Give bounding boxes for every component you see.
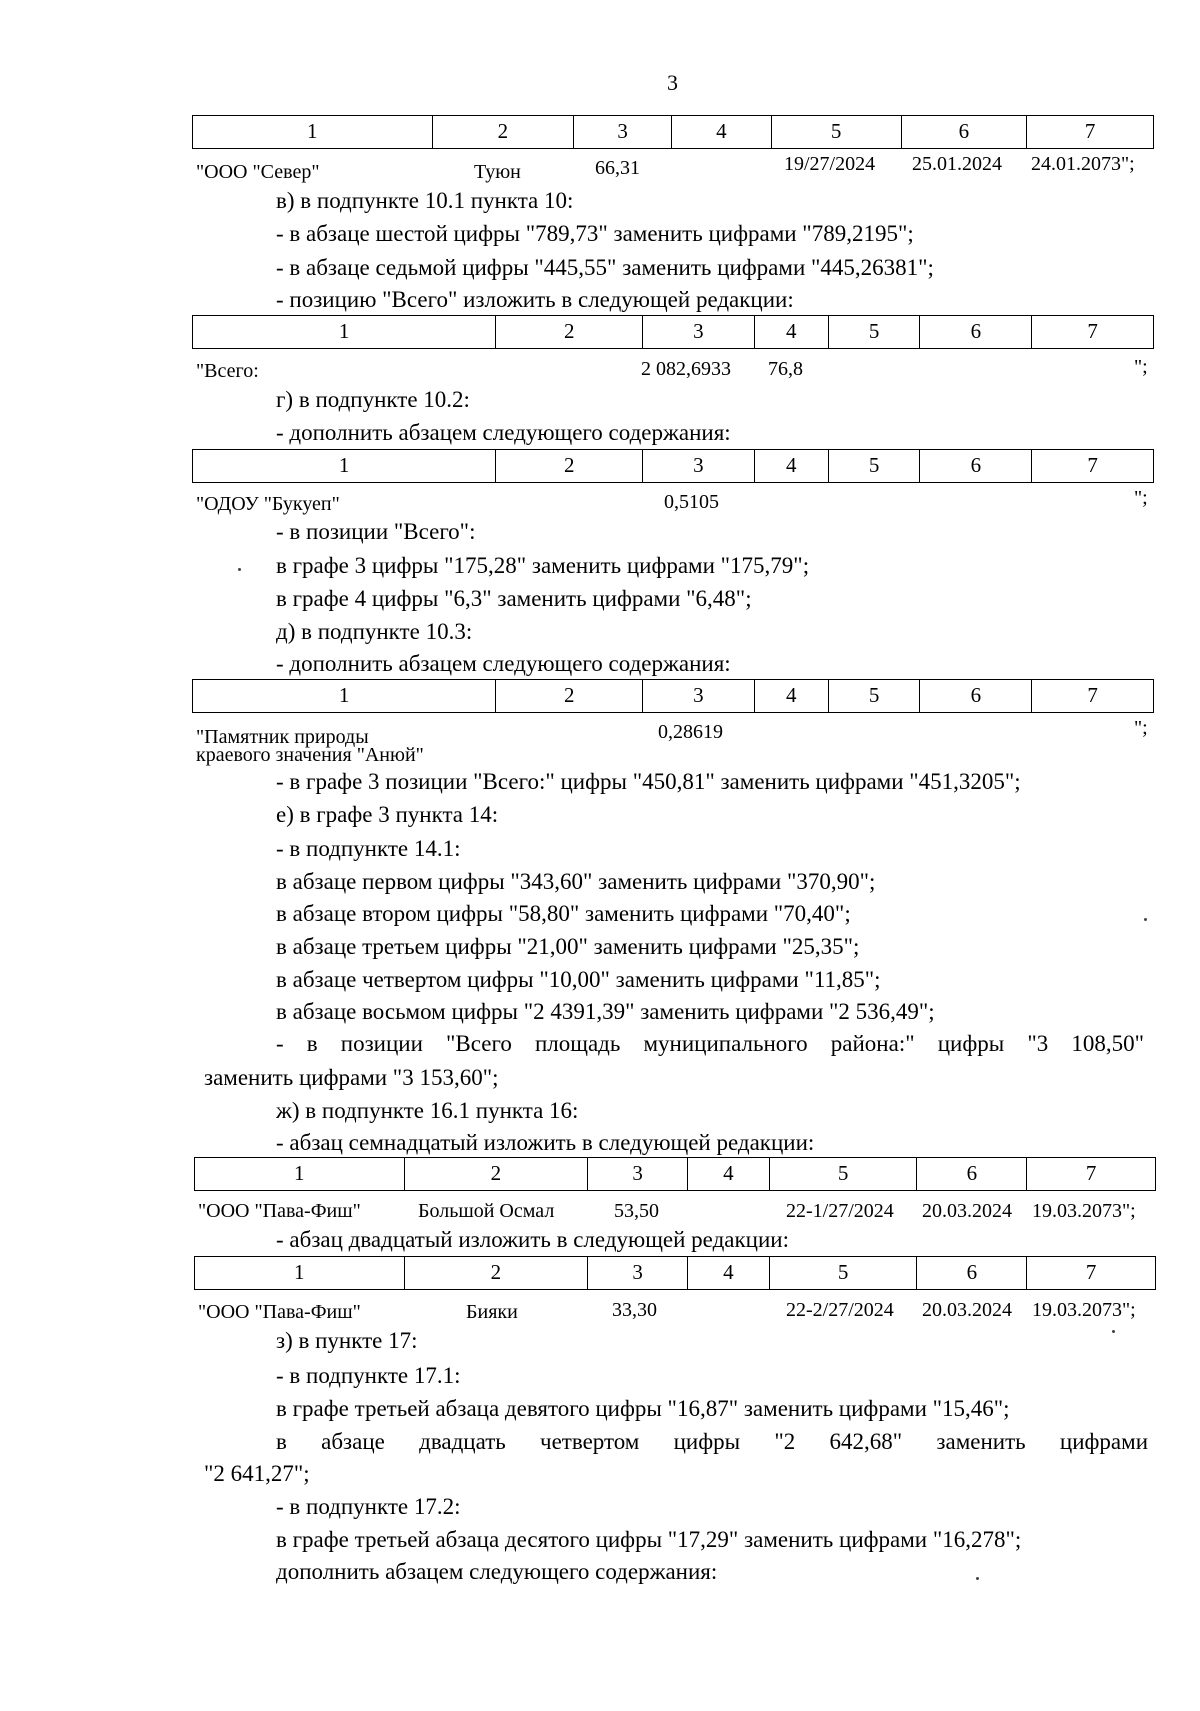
row-cell: 22-1/27/2024 bbox=[786, 1200, 894, 1222]
text-line: з) в пункте 17: bbox=[276, 1328, 418, 1353]
text-line: - в подпункте 14.1: bbox=[276, 836, 461, 861]
column-number: 4 bbox=[688, 1158, 770, 1190]
text-line: - дополнить абзацем следующего содержания: bbox=[276, 420, 731, 445]
row-cell: 19.03.2073"; bbox=[1032, 1200, 1136, 1222]
column-number: 2 bbox=[405, 1257, 589, 1289]
column-number: 4 bbox=[755, 450, 829, 482]
text-line: д) в подпункте 10.3: bbox=[276, 619, 473, 644]
column-number: 6 bbox=[902, 116, 1028, 148]
table-header-row bbox=[194, 1157, 1156, 1191]
column-number: 3 bbox=[588, 1158, 688, 1190]
stray-mark bbox=[238, 568, 241, 571]
row-cell: "; bbox=[1134, 356, 1148, 378]
row-cell: 0,5105 bbox=[664, 491, 719, 513]
text-line: - в графе 3 позиции "Всего:" цифры "450,81" заменить цифрами "451,3205"; bbox=[276, 769, 1021, 794]
table-row bbox=[0, 1300, 1200, 1324]
column-number: 4 bbox=[755, 680, 829, 712]
row-cell: 53,50 bbox=[614, 1200, 659, 1222]
row-cell: Туюн bbox=[474, 161, 521, 183]
table-row bbox=[0, 717, 1200, 766]
row-cell: 19.03.2073"; bbox=[1032, 1299, 1136, 1321]
row-cell: 25.01.2024 bbox=[912, 153, 1002, 175]
row-cell: "ООО "Север" bbox=[196, 161, 320, 183]
text-line: в абзаце втором цифры "58,80" заменить цифрами "70,40"; bbox=[276, 901, 851, 926]
row-cell: 19/27/2024 bbox=[784, 153, 876, 175]
row-cell: "Всего: bbox=[196, 360, 259, 382]
column-number: 5 bbox=[770, 1158, 918, 1190]
text-line: - в позиции "Всего": bbox=[276, 519, 476, 544]
text-line: е) в графе 3 пункта 14: bbox=[276, 802, 499, 827]
text-line: в абзаце четвертом цифры "10,00" заменить цифрами "11,85"; bbox=[276, 967, 881, 992]
page-number: 3 bbox=[667, 70, 678, 95]
column-number: 2 bbox=[496, 450, 643, 482]
text-line: г) в подпункте 10.2: bbox=[276, 387, 470, 412]
column-number: 7 bbox=[1087, 683, 1098, 707]
stray-mark bbox=[976, 1577, 979, 1580]
table-header-row bbox=[194, 1256, 1156, 1290]
column-number: 7 bbox=[1085, 1161, 1097, 1185]
text-line: ж) в подпункте 16.1 пункта 16: bbox=[276, 1098, 579, 1123]
text-line: в графе 3 цифры "175,28" заменить цифрами "175,79"; bbox=[276, 553, 810, 578]
text-line: - позицию "Всего" изложить в следующей редакции: bbox=[276, 287, 794, 312]
text-line: "2 641,27"; bbox=[204, 1461, 310, 1486]
text-line: в графе третьей абзаца девятого цифры "16,87" заменить цифрами "15,46"; bbox=[276, 1396, 1010, 1421]
row-cell: 0,28619 bbox=[658, 721, 723, 743]
column-number: 3 bbox=[643, 680, 755, 712]
column-number: 4 bbox=[688, 1257, 770, 1289]
row-cell: "; bbox=[1134, 717, 1148, 739]
text-line: в графе третьей абзаца десятого цифры "17,29" заменить цифрами "16,278"; bbox=[276, 1527, 1022, 1552]
text-line-justified: - в позиции "Всего площадь муниципального района:" цифры "3 108,50" bbox=[276, 1031, 1144, 1056]
row-cell: 66,31 bbox=[595, 157, 640, 179]
table-row bbox=[0, 153, 1200, 183]
text-line: - в подпункте 17.1: bbox=[276, 1363, 461, 1388]
column-number: 3 bbox=[588, 1257, 688, 1289]
text-line: - дополнить абзацем следующего содержания: bbox=[276, 651, 731, 676]
text-line: дополнить абзацем следующего содержания: bbox=[276, 1559, 718, 1584]
column-number: 2 bbox=[496, 316, 643, 348]
table-row bbox=[0, 1201, 1200, 1225]
row-cell: 24.01.2073"; bbox=[1031, 153, 1135, 175]
row-cell: "ООО "Пава-Фиш" bbox=[198, 1301, 361, 1323]
column-number: 5 bbox=[829, 450, 921, 482]
row-cell: 33,30 bbox=[612, 1299, 657, 1321]
column-number: 6 bbox=[917, 1158, 1027, 1190]
stray-mark bbox=[1112, 1330, 1115, 1333]
text-line: в абзаце третьем цифры "21,00" заменить цифрами "25,35"; bbox=[276, 934, 860, 959]
column-number: 2 bbox=[496, 680, 643, 712]
table-row bbox=[0, 357, 1200, 381]
column-number: 1 bbox=[193, 316, 496, 348]
table-header-row bbox=[192, 679, 1154, 713]
table-row bbox=[0, 487, 1200, 515]
column-number: 5 bbox=[770, 1257, 918, 1289]
column-number: 1 bbox=[193, 116, 433, 148]
table-header-row bbox=[192, 449, 1154, 483]
row-cell: 2 082,6933 bbox=[641, 358, 731, 380]
row-cell: Бияки bbox=[466, 1301, 518, 1323]
column-number: 6 bbox=[920, 316, 1032, 348]
row-cell: 76,8 bbox=[768, 358, 803, 380]
text-line: - в абзаце шестой цифры "789,73" заменить цифрами "789,2195"; bbox=[276, 221, 914, 246]
text-line: в графе 4 цифры "6,3" заменить цифрами "6,48"; bbox=[276, 586, 752, 611]
column-number: 3 bbox=[643, 450, 755, 482]
column-number: 4 bbox=[755, 316, 829, 348]
column-number: 7 bbox=[1087, 453, 1098, 477]
text-line: - абзац двадцатый изложить в следующей редакции: bbox=[276, 1227, 789, 1252]
column-number: 1 bbox=[193, 680, 496, 712]
column-number: 1 bbox=[195, 1158, 405, 1190]
column-number: 5 bbox=[772, 116, 902, 148]
column-number: 5 bbox=[829, 316, 921, 348]
text-line: заменить цифрами "3 153,60"; bbox=[204, 1065, 499, 1090]
text-line: в абзаце первом цифры "343,60" заменить цифрами "370,90"; bbox=[276, 869, 876, 894]
column-number: 5 bbox=[829, 680, 921, 712]
row-cell: 22-2/27/2024 bbox=[786, 1299, 894, 1321]
row-cell: 20.03.2024 bbox=[922, 1200, 1012, 1222]
row-cell: 20.03.2024 bbox=[922, 1299, 1012, 1321]
text-line: - в подпункте 17.2: bbox=[276, 1494, 461, 1519]
column-number: 6 bbox=[917, 1257, 1027, 1289]
table-header-row bbox=[192, 315, 1154, 349]
column-number: 6 bbox=[920, 450, 1032, 482]
row-cell: краевого значения "Анюй" bbox=[196, 744, 424, 766]
column-number: 3 bbox=[574, 116, 672, 148]
column-number: 2 bbox=[433, 116, 575, 148]
column-number: 2 bbox=[405, 1158, 589, 1190]
column-number: 7 bbox=[1084, 119, 1096, 143]
column-number: 7 bbox=[1085, 1260, 1097, 1284]
column-number: 1 bbox=[193, 450, 496, 482]
row-cell: "ООО "Пава-Фиш" bbox=[198, 1200, 361, 1222]
column-number: 7 bbox=[1087, 319, 1098, 343]
text-line: - абзац семнадцатый изложить в следующей редакции: bbox=[276, 1130, 815, 1155]
text-line-justified: в абзаце двадцать четвертом цифры "2 642,68" заменить цифрами bbox=[276, 1429, 1148, 1454]
row-cell: "; bbox=[1134, 487, 1148, 509]
column-number: 4 bbox=[672, 116, 772, 148]
stray-mark bbox=[1144, 918, 1147, 921]
table-header-row bbox=[192, 115, 1154, 149]
column-number: 1 bbox=[195, 1257, 405, 1289]
column-number: 3 bbox=[643, 316, 755, 348]
text-line: - в абзаце седьмой цифры "445,55" заменить цифрами "445,26381"; bbox=[276, 255, 934, 280]
row-cell: Большой Осмал bbox=[418, 1200, 555, 1222]
text-line: в абзаце восьмом цифры "2 4391,39" заменить цифрами "2 536,49"; bbox=[276, 999, 935, 1024]
row-cell: "Памятник природы bbox=[196, 726, 369, 748]
column-number: 6 bbox=[920, 680, 1032, 712]
row-cell: "ОДОУ "Букуеп" bbox=[196, 493, 340, 515]
text-line: в) в подпункте 10.1 пункта 10: bbox=[276, 188, 574, 213]
